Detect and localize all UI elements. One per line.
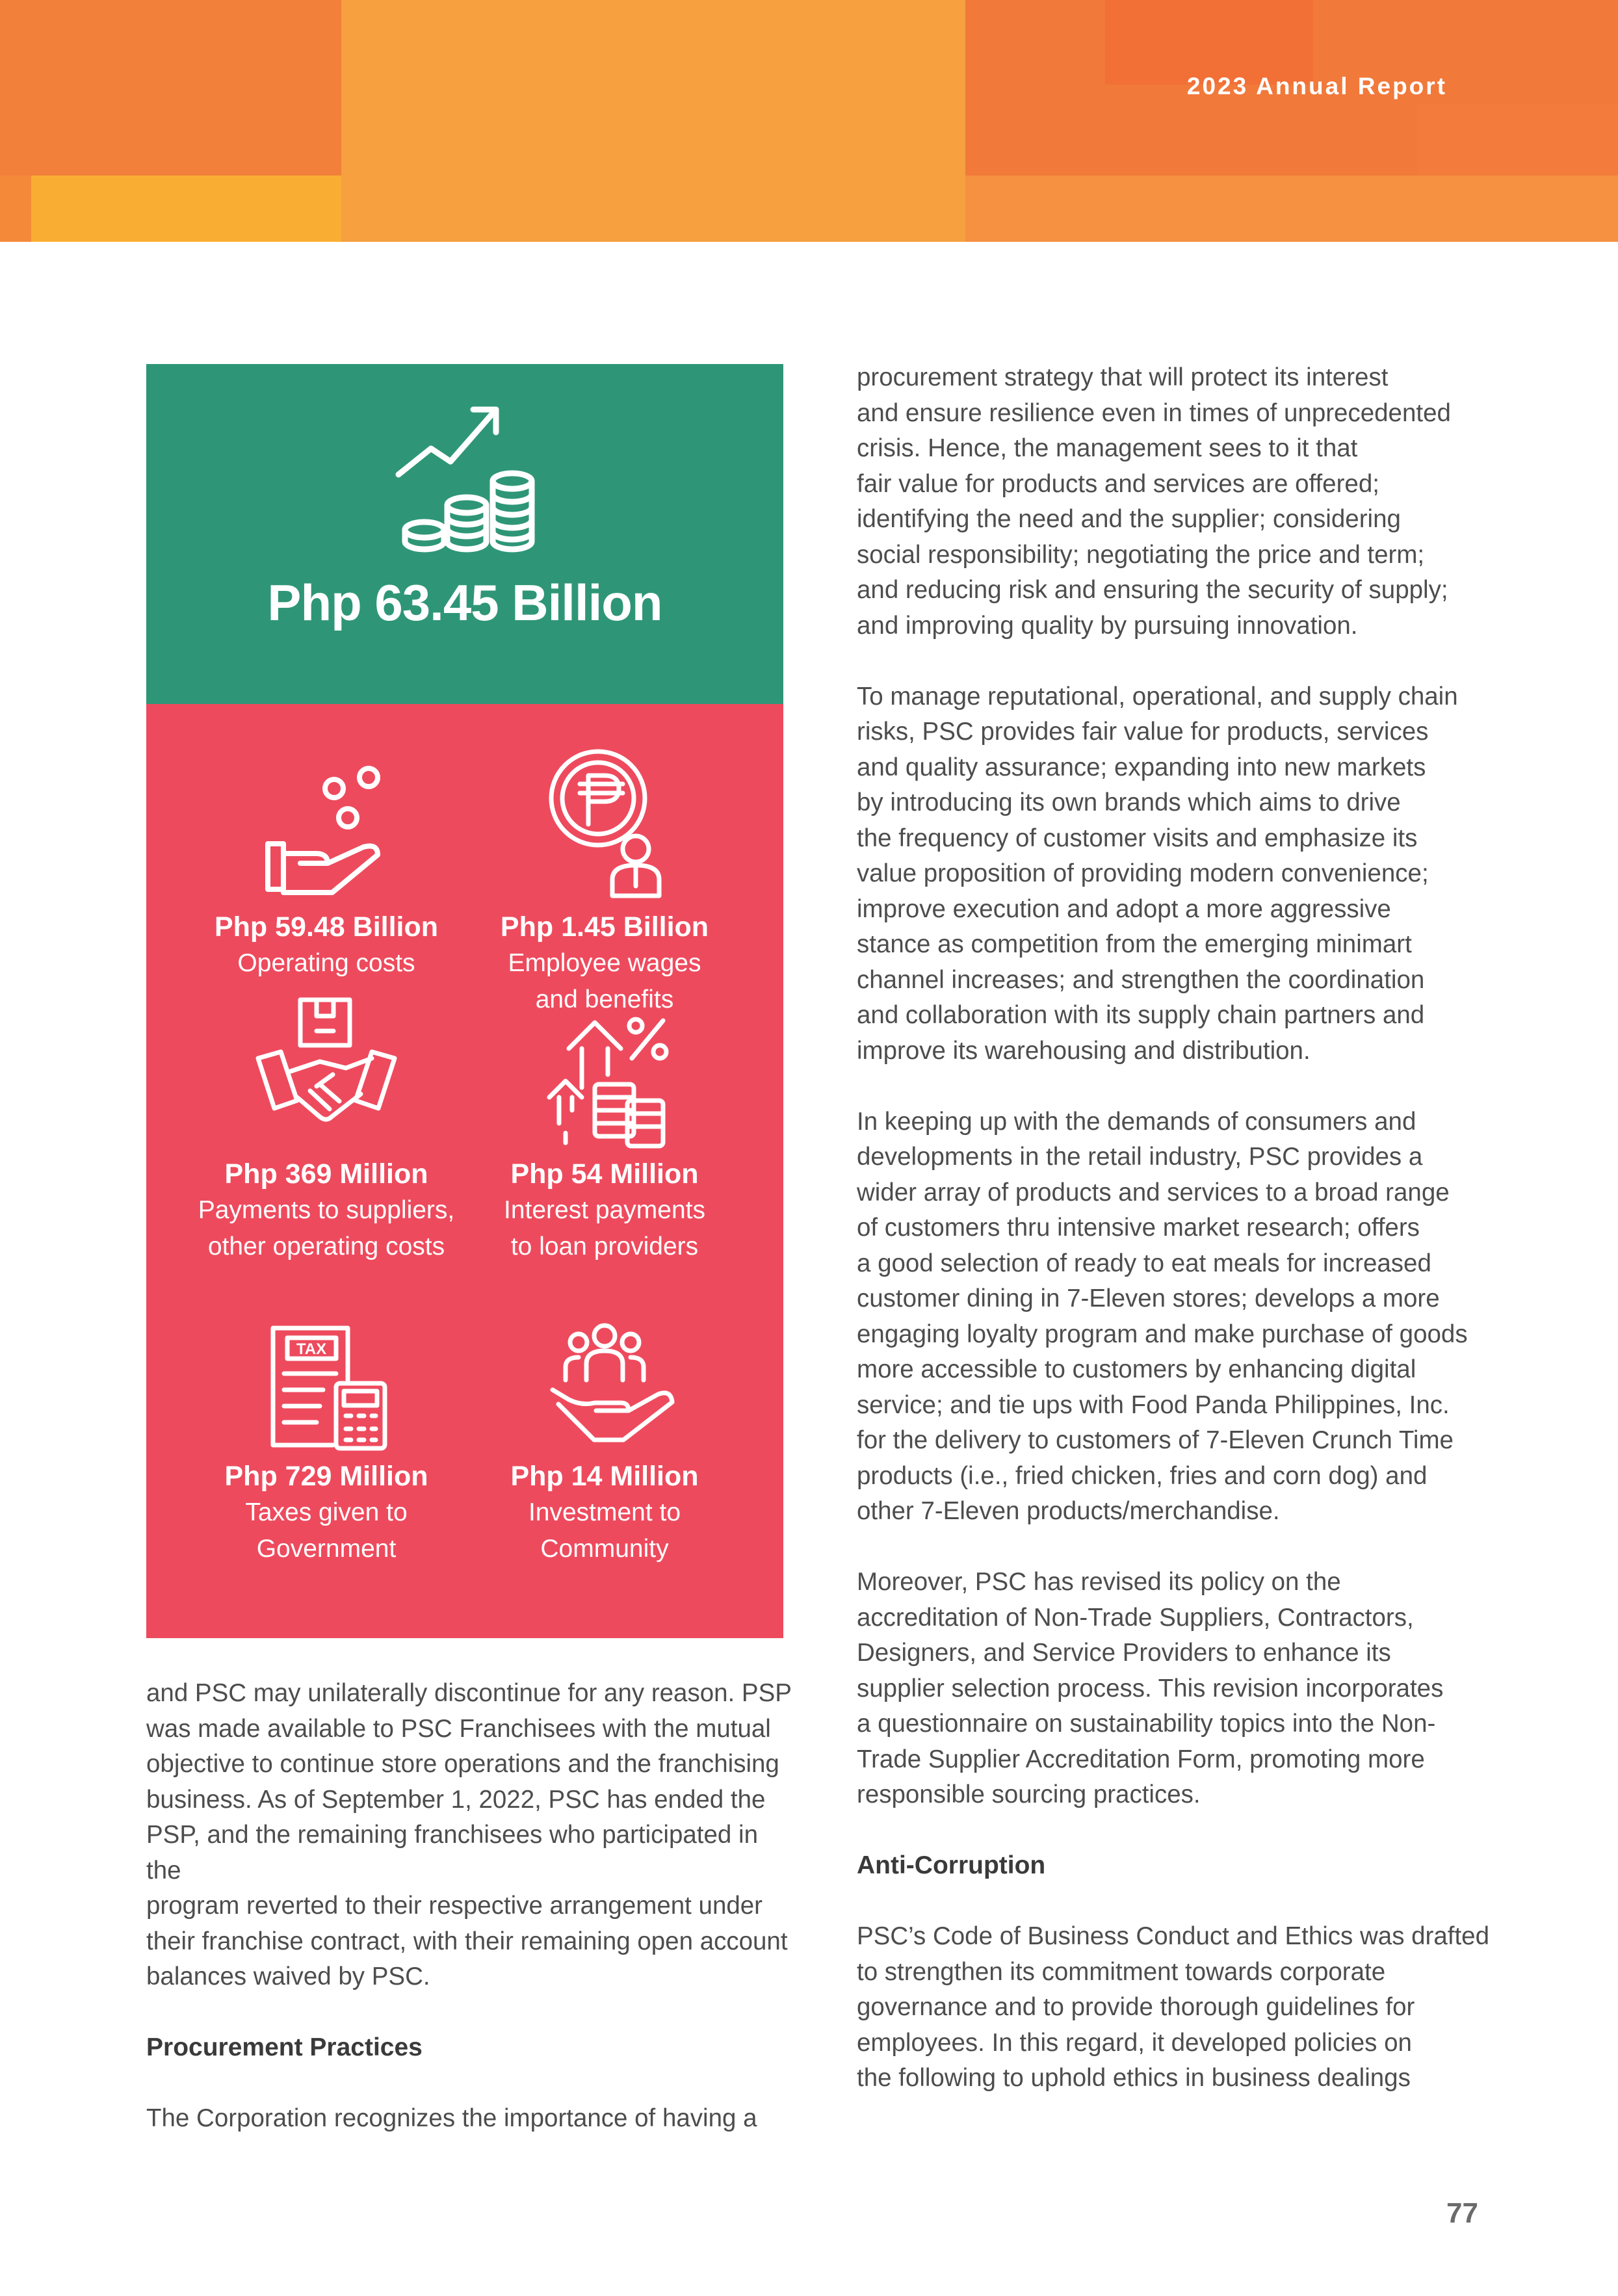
- text-line: PSC’s Code of Business Conduct and Ethics was drafted: [857, 1922, 1490, 1950]
- stat-payments-suppliers: [187, 993, 466, 1265]
- text-line: by introducing its own brands which aims to drive: [857, 789, 1401, 816]
- hand-coins-icon: [261, 746, 391, 902]
- handshake-box-icon: [255, 993, 398, 1149]
- stat-description: Government: [256, 1535, 397, 1563]
- text-line: fair value for products and services are offered;: [857, 469, 1379, 498]
- text-line: wider array of products and services to a broad range: [857, 1178, 1450, 1207]
- text-line: crisis. Hence, the management sees to it that: [857, 434, 1358, 462]
- text-line: was made available to PSC Franchisees with the mutual: [146, 1714, 771, 1743]
- stat-employee-wages: [465, 740, 744, 1018]
- text-line: and collaboration with its supply chain partners and: [857, 1001, 1425, 1029]
- tax-calculator-icon: [261, 1322, 391, 1452]
- text-line: a good selection of ready to eat meals for increased: [857, 1249, 1431, 1277]
- text-line: employees. In this regard, it developed policies on: [857, 2028, 1412, 2057]
- header-block: [0, 176, 31, 242]
- stat-description: Employee wages: [508, 949, 701, 977]
- text-line: other 7-Eleven products/merchandise.: [857, 1497, 1280, 1525]
- text-line: channel increases; and strengthen the coordination: [857, 965, 1425, 994]
- stat-description: Taxes given to: [245, 1498, 408, 1526]
- header-block: [1105, 0, 1313, 85]
- text-line: of customers thru intensive market research; offers: [857, 1214, 1420, 1242]
- text-line: Moreover, PSC has revised its policy on the: [857, 1568, 1341, 1596]
- text-line: and ensure resilience even in times of unprecedented: [857, 398, 1451, 427]
- stat-value: Php 59.48 Billion: [214, 911, 439, 943]
- text-line: and improving quality by pursuing innovation.: [857, 611, 1358, 640]
- paragraph-procurement-intro: [146, 2101, 796, 2137]
- text-line: and reducing risk and ensuring the security of supply;: [857, 576, 1448, 604]
- text-line: developments in the retail industry, PSC provides a: [857, 1143, 1423, 1171]
- text-line: governance and to provide thorough guidelines for: [857, 1993, 1415, 2021]
- stat-value: Php 54 Million: [510, 1158, 699, 1190]
- stat-value: Php 1.45 Billion: [500, 911, 709, 943]
- total-value-panel: [146, 364, 783, 704]
- text-line: program reverted to their respective arrangement under: [146, 1892, 763, 1920]
- header-block: [0, 0, 341, 176]
- text-line: accreditation of Non-Trade Suppliers, Contractors,: [857, 1603, 1414, 1632]
- growth-coins-icon: [385, 400, 548, 562]
- total-value: Php 63.45 Billion: [267, 574, 662, 631]
- text-line: social responsibility; negotiating the price and term;: [857, 540, 1425, 569]
- text-line: Trade Supplier Accreditation Form, promoting more: [857, 1745, 1425, 1773]
- stat-description: Interest payments: [504, 1196, 705, 1224]
- svg-text:TAX: TAX: [296, 1340, 327, 1358]
- paragraph-consumer-demands: [857, 1104, 1507, 1530]
- paragraph-procurement-strategy: [857, 360, 1507, 644]
- page-number: 77: [1446, 2197, 1478, 2229]
- text-line: balances waived by PSC.: [146, 1963, 430, 1990]
- stat-description: Payments to suppliers,: [198, 1196, 455, 1224]
- text-line: stance as competition from the emerging minimart: [857, 930, 1412, 958]
- stat-description: Community: [540, 1535, 669, 1563]
- heading-procurement-practices: Procurement Practices: [146, 2033, 423, 2061]
- header-block: [1417, 104, 1618, 176]
- header-block: [965, 176, 1618, 242]
- text-line: objective to continue store operations and the franchising: [146, 1750, 779, 1778]
- stat-community: [465, 1322, 744, 1567]
- text-line: a questionnaire on sustainability topics into the Non-: [857, 1710, 1436, 1738]
- text-line: customer dining in 7-Eleven stores; develops a more: [857, 1285, 1440, 1312]
- stat-operating-costs: [187, 746, 466, 982]
- stat-interest-payments: [465, 993, 744, 1265]
- text-line: the following to uphold ethics in business dealings: [857, 2064, 1411, 2092]
- text-line: and PSC may unilaterally discontinue for any reason. PSP: [146, 1679, 792, 1707]
- text-line: PSP, and the remaining franchisees who participated in the: [146, 1821, 758, 1885]
- text-line: to strengthen its commitment towards corporate: [857, 1957, 1386, 1986]
- right-column: [857, 360, 1507, 2132]
- report-title: 2023 Annual Report: [1186, 73, 1447, 99]
- text-line: more accessible to customers by enhancing digital: [857, 1355, 1416, 1383]
- text-line: and quality assurance; expanding into new markets: [857, 753, 1426, 781]
- text-line: identifying the need and the supplier; considering: [857, 505, 1401, 533]
- stat-value: Php 729 Million: [224, 1461, 428, 1492]
- text-line: value proposition of providing modern convenience;: [857, 859, 1429, 887]
- text-line: procurement strategy that will protect its interest: [857, 363, 1389, 391]
- text-line: supplier selection process. This revision incorporates: [857, 1674, 1444, 1702]
- stat-taxes: [187, 1322, 466, 1567]
- paragraph-psp: [146, 1676, 796, 1995]
- text-line: improve its warehousing and distribution.: [857, 1036, 1311, 1065]
- text-line: products (i.e., fried chicken, fries and corn dog) and: [857, 1461, 1428, 1490]
- paragraph-accreditation: [857, 1565, 1507, 1813]
- text-line: business. As of September 1, 2022, PSC has ended the: [146, 1785, 766, 1814]
- stat-value: Php 369 Million: [224, 1158, 428, 1190]
- stat-description: Operating costs: [237, 949, 415, 977]
- header-block: [341, 0, 965, 242]
- header-banner: [0, 0, 1618, 242]
- stat-description: other operating costs: [207, 1233, 445, 1260]
- header-block: [31, 176, 341, 242]
- stat-description: to loan providers: [510, 1233, 699, 1260]
- text-line: Designers, and Service Providers to enhance its: [857, 1639, 1391, 1667]
- paragraph-risk-management: [857, 679, 1507, 1069]
- stat-description: Investment to: [528, 1498, 681, 1526]
- distribution-panel: [146, 704, 783, 1638]
- peso-employee-icon: [540, 740, 670, 902]
- text-line: The Corporation recognizes the importance of having a: [146, 2104, 757, 2132]
- text-line: engaging loyalty program and make purchase of goods: [857, 1320, 1468, 1348]
- text-line: responsible sourcing practices.: [857, 1781, 1201, 1808]
- interest-coins-icon: [540, 993, 670, 1149]
- text-line: improve execution and adopt a more aggressive: [857, 894, 1391, 923]
- stat-description: and benefits: [535, 985, 674, 1013]
- text-line: service; and tie ups with Food Panda Philippines, Inc.: [857, 1390, 1450, 1419]
- stat-value: Php 14 Million: [510, 1461, 699, 1492]
- community-hand-icon: [533, 1322, 676, 1452]
- paragraph-code-of-conduct: [857, 1919, 1507, 2096]
- text-line: for the delivery to customers of 7-Eleven Crunch Time: [857, 1426, 1454, 1454]
- text-line: In keeping up with the demands of consumers and: [857, 1107, 1416, 1136]
- left-column: [146, 1676, 796, 2172]
- text-line: the frequency of customer visits and emphasize its: [857, 824, 1418, 852]
- text-line: their franchise contract, with their remaining open account: [146, 1927, 788, 1955]
- text-line: risks, PSC provides fair value for products, services: [857, 718, 1429, 746]
- text-line: To manage reputational, operational, and supply chain: [857, 682, 1458, 711]
- heading-anti-corruption: Anti-Corruption: [857, 1851, 1046, 1879]
